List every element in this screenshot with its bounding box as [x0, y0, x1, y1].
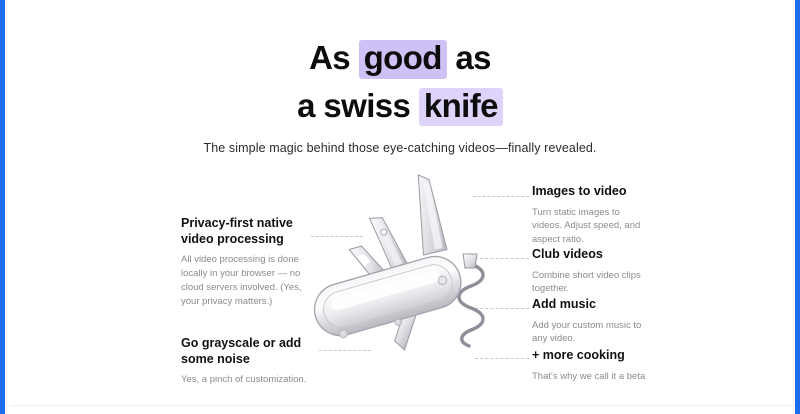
callout-title: Add music — [532, 297, 596, 311]
callout-more-cooking — [532, 348, 662, 383]
right-accent-rail — [795, 0, 800, 414]
callout-body: All video processing is done locally in your browser — no cloud servers involved. (Yes, your privacy matters.) — [181, 254, 302, 307]
callout-body: Turn static images to videos. Adjust speed, and aspect ratio. — [532, 206, 641, 246]
callout-privacy-first-native-video-processing — [181, 216, 311, 308]
headline-line-2 — [5, 82, 795, 130]
knife-corkscrew — [459, 264, 483, 346]
callout-title: Go grayscale or add some noise — [181, 336, 302, 366]
headline-highlight-good: good — [359, 40, 447, 79]
knife-handle — [308, 250, 468, 346]
footer-divider — [10, 405, 795, 406]
callout-body: Combine short video clips together. — [532, 269, 641, 295]
headline-highlight-knife: knife — [419, 88, 503, 127]
headline-line1-pre: As — [309, 39, 359, 76]
headline-line1-post: as — [446, 39, 491, 76]
knife-blade — [412, 172, 447, 255]
callout-body: That's why we call it a beta — [532, 370, 646, 382]
poster-canvas — [5, 0, 795, 414]
callout-title: Images to video — [532, 184, 627, 198]
callout-body: Yes, a pinch of customization. — [181, 374, 307, 386]
callout-title: Privacy-first native video processing — [181, 216, 293, 246]
callout-club-videos — [532, 247, 652, 296]
callout-title: Club videos — [532, 247, 603, 261]
swiss-army-knife-illustration — [295, 168, 525, 368]
callout-body: Add your custom music to any video. — [532, 319, 642, 345]
callout-title: + more cooking — [532, 348, 625, 362]
page-subtitle: The simple magic behind those eye-catching videos—finally revealed. — [203, 141, 597, 155]
headline-line-1 — [5, 34, 795, 82]
page-title — [5, 34, 795, 130]
headline-line2-pre: a swiss — [297, 86, 419, 124]
callout-add-music — [532, 297, 652, 346]
callout-images-to-video — [532, 184, 652, 247]
callout-go-grayscale-or-add-some-noise — [181, 336, 316, 387]
knife-corkscrew-base — [463, 254, 477, 268]
